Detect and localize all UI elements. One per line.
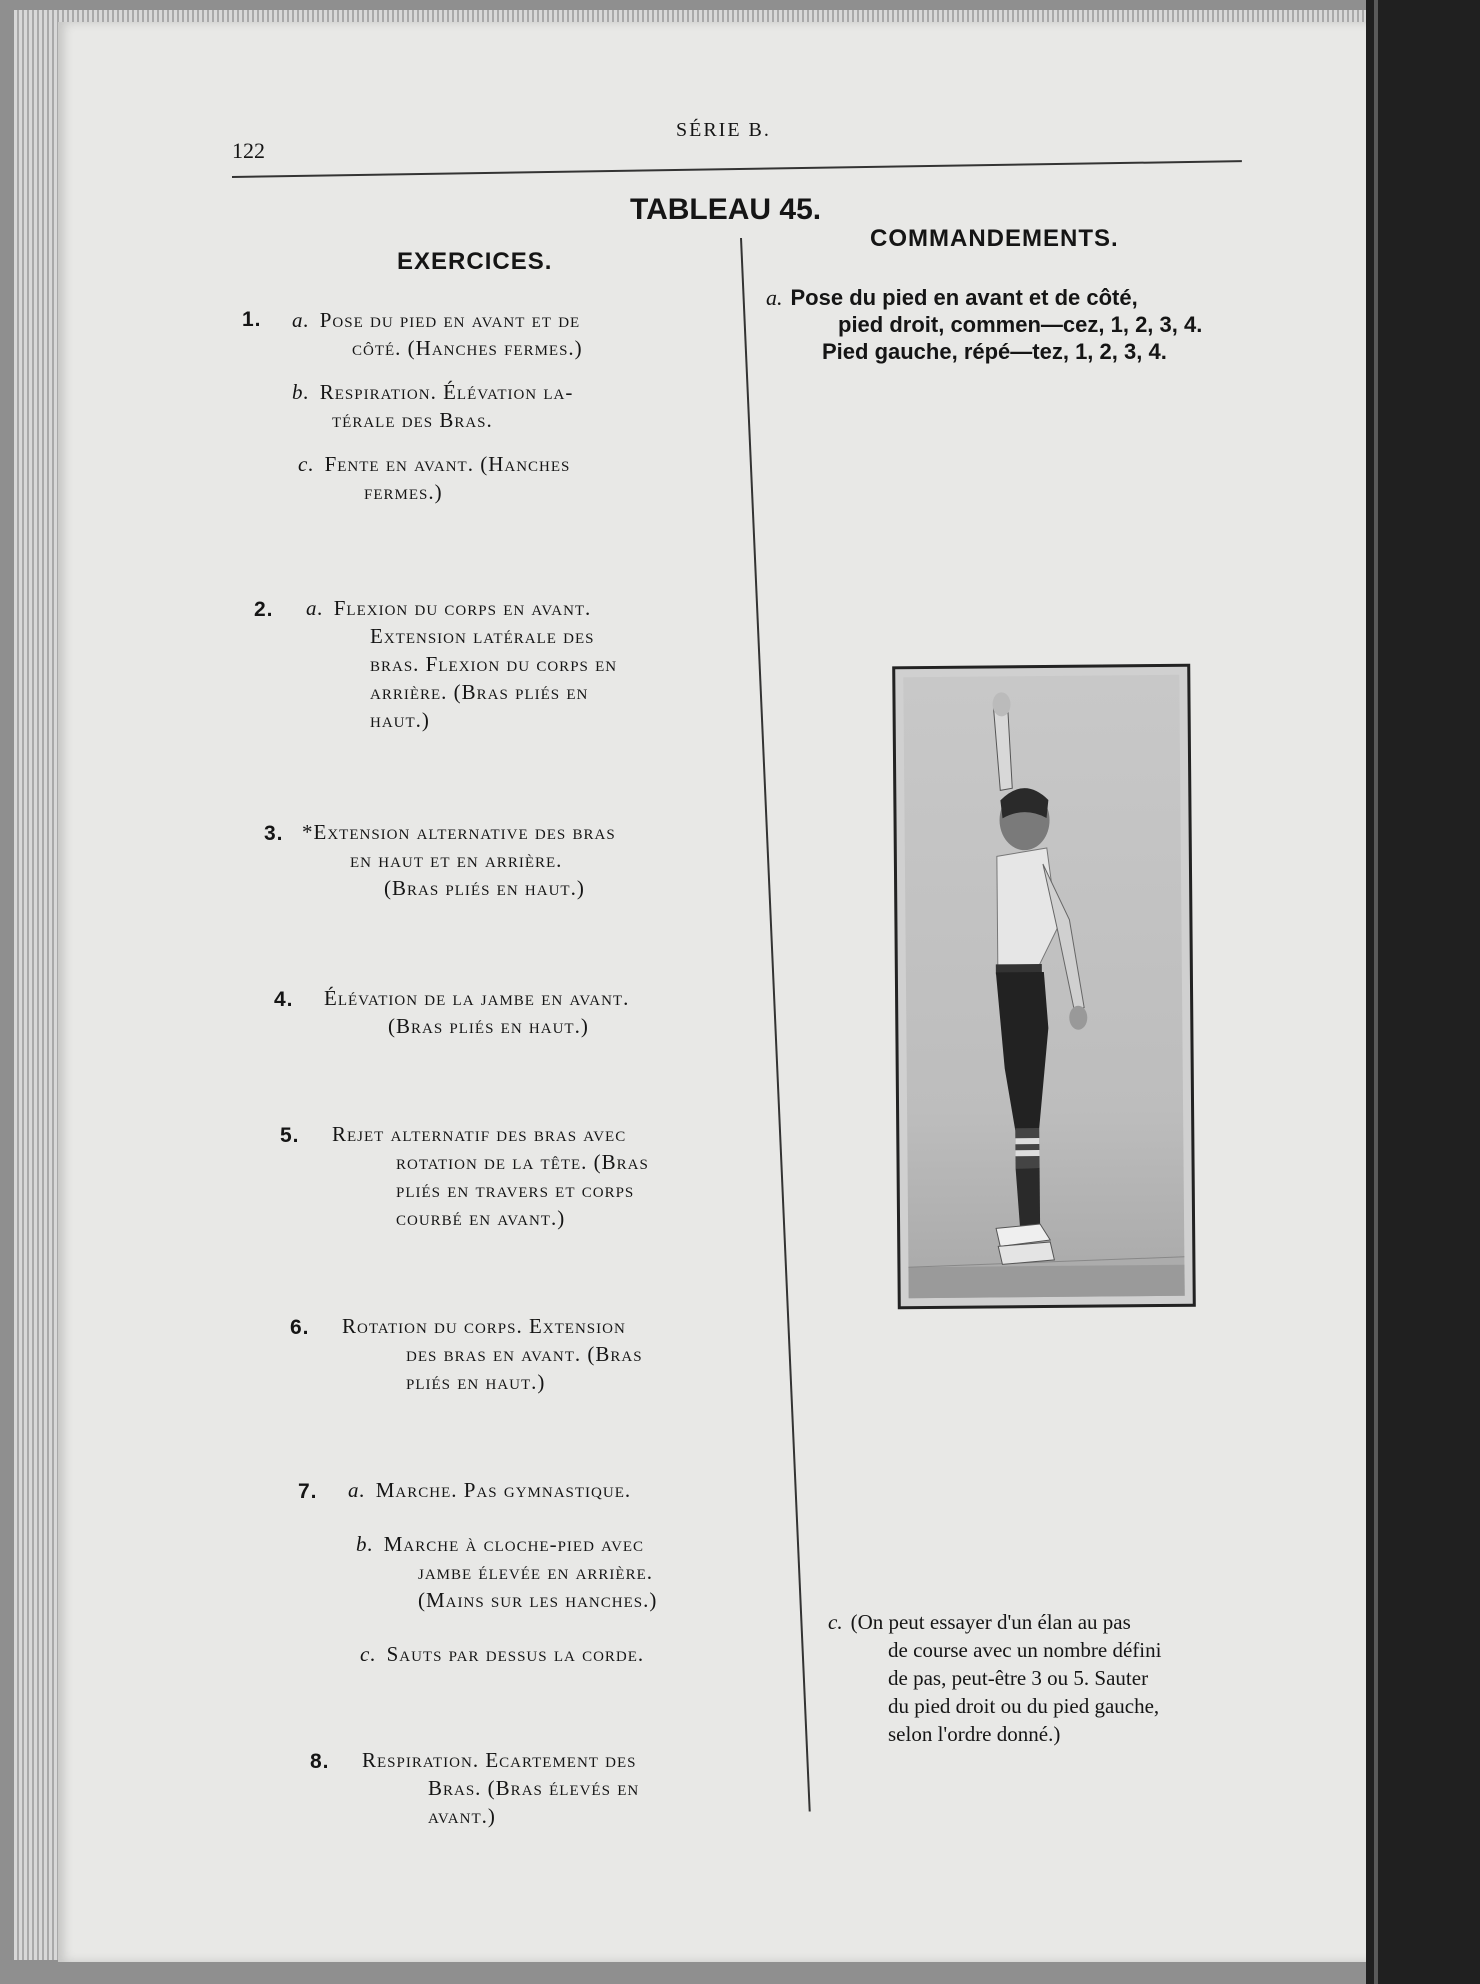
command-a bbox=[766, 284, 1202, 365]
exercise-line: Rotation du corps. Extension bbox=[342, 1314, 626, 1338]
exercise-letter: a. bbox=[348, 1478, 366, 1502]
exercise-line: courbé en avant.) bbox=[396, 1206, 566, 1230]
command-line: selon l'ordre donné.) bbox=[888, 1722, 1061, 1746]
exercise-line: Marche. Pas gymnastique. bbox=[375, 1478, 632, 1502]
exercise-line: Respiration. Élévation la- bbox=[319, 380, 574, 404]
exercise-1b bbox=[292, 378, 573, 434]
exercise-line: bras. Flexion du corps en bbox=[370, 652, 618, 676]
exercise-line: Bras. (Bras élevés en bbox=[428, 1776, 640, 1800]
exercise-5 bbox=[280, 1120, 649, 1232]
exercise-line: avant.) bbox=[428, 1804, 496, 1828]
exercise-line: (Bras pliés en haut.) bbox=[384, 876, 585, 900]
exercise-7c bbox=[360, 1640, 644, 1668]
exercise-line: Pose du pied en avant et de bbox=[319, 308, 581, 332]
exercises-heading: EXERCICES. bbox=[397, 248, 553, 275]
exercise-line: des bras en avant. (Bras bbox=[406, 1342, 643, 1366]
exercise-1c bbox=[298, 450, 570, 506]
exercise-letter: c. bbox=[360, 1642, 377, 1666]
exercise-number: 2. bbox=[254, 598, 274, 621]
exercise-2 bbox=[254, 594, 617, 734]
command-line: Pied gauche, répé—tez, 1, 2, 3, 4. bbox=[822, 339, 1167, 364]
exercise-line: pliés en haut.) bbox=[406, 1370, 546, 1394]
exercise-number: 1. bbox=[242, 308, 262, 331]
exercise-line: arrière. (Bras pliés en bbox=[370, 680, 589, 704]
commands-heading: COMMANDEMENTS. bbox=[870, 225, 1119, 252]
page-number: 122 bbox=[232, 138, 265, 163]
exercise-line: jambe élevée en arrière. bbox=[418, 1560, 653, 1584]
exercise-letter: c. bbox=[298, 452, 315, 476]
command-line: de course avec un nombre défini bbox=[888, 1638, 1162, 1662]
boy-figure-image bbox=[895, 667, 1193, 1307]
exercise-number: 8. bbox=[310, 1750, 330, 1773]
exercise-number: 7. bbox=[298, 1480, 318, 1503]
command-line: du pied droit ou du pied gauche, bbox=[888, 1694, 1160, 1718]
command-line: pied droit, commen—cez, 1, 2, 3, 4. bbox=[838, 312, 1203, 337]
exercise-7b bbox=[356, 1530, 657, 1614]
exercise-6 bbox=[290, 1312, 643, 1396]
exercise-number: 4. bbox=[274, 988, 294, 1011]
exercise-line: Extension latérale des bbox=[370, 624, 595, 648]
exercise-line: haut.) bbox=[370, 708, 430, 732]
exercise-line: *Extension alternative des bras bbox=[302, 820, 616, 844]
exercise-line: rotation de la tête. (Bras bbox=[396, 1150, 649, 1174]
command-letter: c. bbox=[828, 1610, 843, 1634]
exercise-line: pliés en travers et corps bbox=[396, 1178, 635, 1202]
table-title: TABLEAU 45. bbox=[630, 193, 822, 226]
exercise-line: Marche à cloche-pied avec bbox=[383, 1532, 645, 1556]
exercise-line: en haut et en arrière. bbox=[350, 848, 563, 872]
exercise-line: (Mains sur les hanches.) bbox=[418, 1588, 658, 1612]
command-c bbox=[828, 1608, 1161, 1748]
facing-page-edge bbox=[1366, 0, 1480, 1984]
exercise-letter: b. bbox=[292, 380, 310, 404]
exercise-4 bbox=[274, 984, 629, 1040]
exercise-photograph bbox=[892, 664, 1196, 1310]
command-line: de pas, peut-être 3 ou 5. Sauter bbox=[888, 1666, 1149, 1690]
exercise-1a bbox=[242, 306, 583, 362]
exercise-number: 6. bbox=[290, 1316, 310, 1339]
exercise-letter: a. bbox=[292, 308, 310, 332]
running-title: SÉRIE B. bbox=[676, 119, 771, 141]
exercise-line: Fente en avant. (Hanches bbox=[324, 452, 571, 476]
exercise-line: Élévation de la jambe en avant. bbox=[324, 986, 630, 1010]
exercise-line: côté. (Hanches fermes.) bbox=[352, 336, 583, 360]
exercise-number: 5. bbox=[280, 1124, 300, 1147]
exercise-letter: b. bbox=[356, 1532, 374, 1556]
exercise-8 bbox=[310, 1746, 639, 1830]
exercise-line: Sauts par dessus la corde. bbox=[386, 1642, 645, 1666]
exercise-3 bbox=[264, 818, 616, 902]
exercise-line: térale des Bras. bbox=[332, 408, 493, 432]
exercise-letter: a. bbox=[306, 596, 324, 620]
exercise-7a bbox=[298, 1476, 631, 1504]
command-letter: a. bbox=[766, 285, 783, 310]
exercise-line: Flexion du corps en avant. bbox=[333, 596, 592, 620]
exercise-line: Rejet alternatif des bras avec bbox=[332, 1122, 627, 1146]
exercise-line: (Bras pliés en haut.) bbox=[388, 1014, 589, 1038]
command-line: Pose du pied en avant et de côté, bbox=[790, 285, 1138, 310]
exercise-line: Respiration. Ecartement des bbox=[362, 1748, 637, 1772]
command-line: (On peut essayer d'un élan au pas bbox=[850, 1610, 1131, 1634]
exercise-number: 3. bbox=[264, 822, 284, 845]
exercise-line: fermes.) bbox=[364, 480, 443, 504]
